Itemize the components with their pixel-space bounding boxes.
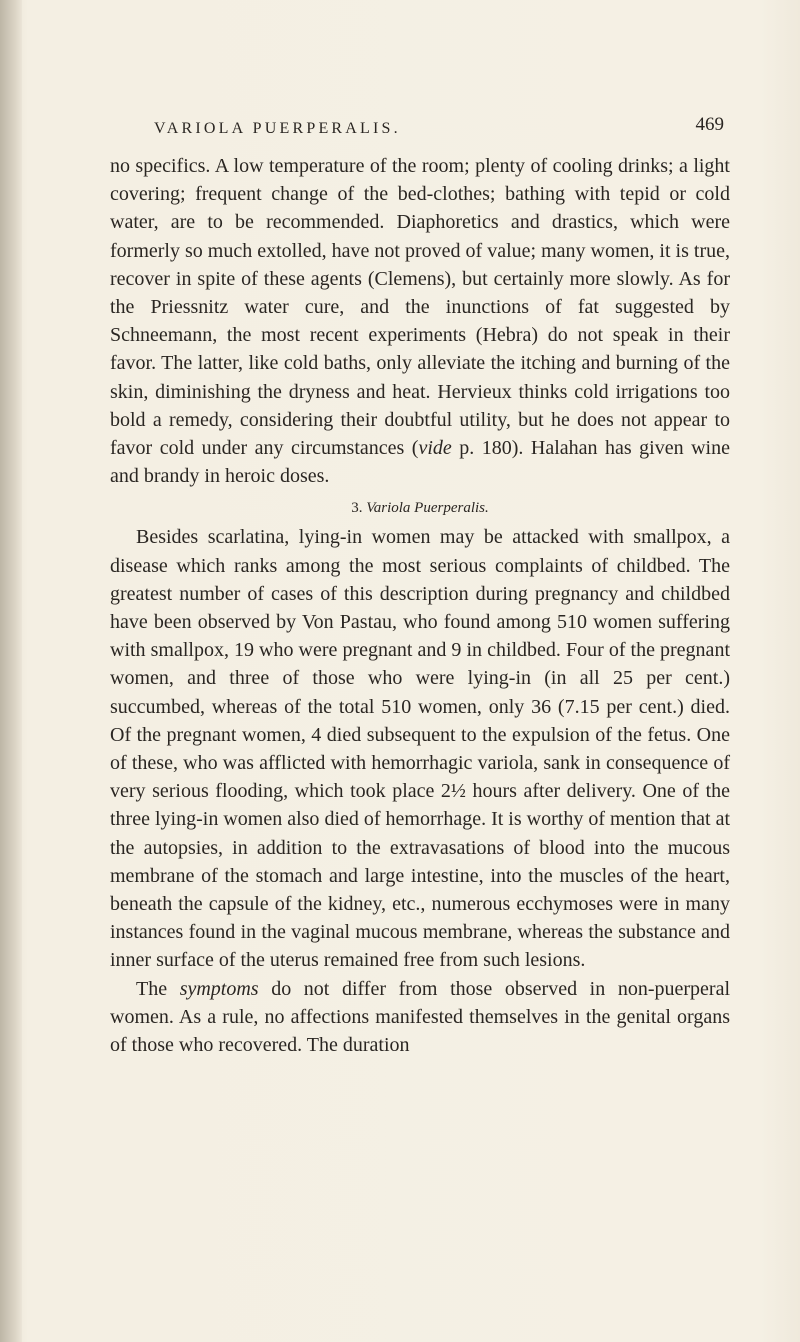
paragraph-smallpox: Besides scarlatina, lying-in women may be attacked with smallpox, a disease which ranks among the most serious complaints of childbed. The greatest number of cases of this description during pregnancy and childbed have been observed by Von Pastau, who found among 510 women suffering with smallpox, 19 who were pregnant and 9 in childbed. Four of the pregnant women, and three of those who were lying-in (in all 25 per cent.) succumbed, whereas of the total 510 women, only 36 (7.15 per cent.) died. Of the pregnant women, 4 died subsequent to the expulsion of the fetus. One of these, who was afflicted with hemorrhagic variola, sank in consequence of very serious flooding, which took place 2½ hours after delivery. One of the three lying-in women also died of hemorrhage. It is worthy of mention that at the autopsies, in addition to the extravasations of blood into the mucous membrane of the stomach and large intestine, into the muscles of the heart, beneath the capsule of the kidney, etc., numerous ecchymoses were in many instances found in the vaginal mucous membrane, whereas the substance and inner surface of the uterus remained free from such lesions. — [110, 526, 730, 972]
paragraph-treatment-end: p. 180). Halahan has given wine and brandy in heroic doses. — [110, 437, 730, 488]
page-number: 469 — [695, 114, 724, 135]
body-text — [110, 152, 730, 1059]
running-head: VARIOLA PUERPERALIS. — [154, 120, 401, 137]
symptoms-italic: symptoms — [179, 977, 259, 1000]
section-title: Variola Puerperalis. — [366, 500, 489, 517]
binding-gutter — [0, 0, 22, 1342]
paragraph-symptoms-start: The — [136, 977, 180, 1000]
paragraph-symptoms-end: do not differ from those observed in non-puerperal women. As a rule, no affections manifested themselves in the genital organs of those who recovered. The duration — [110, 977, 731, 1057]
section-number: 3. — [351, 500, 363, 517]
paragraph-symptoms — [110, 975, 730, 1060]
paragraph-treatment — [110, 152, 730, 490]
paragraph-treatment-text: no specifics. A low temperature of the room; plenty of cooling drinks; a light covering; frequent change of the bed-clothes; bathing with tepid or cold water, are to be recommended. Diaphoretics and drastics, which were formerly so much extolled, have not proved of value; many women, it is true, recover in spite of these agents (Clemens), but certainly more slowly. As for the Priessnitz water cure, and the inunctions of fat suggested by Schneemann, the most recent experiments (Hebra) do not speak in their favor. The latter, like cold baths, only alleviate the itching and burning of the skin, diminishing the dryness and heat. Hervieux thinks cold irrigations too bold a remedy, considering their doubtful utility, but he does not appear to favor cold under any circumstances ( — [110, 155, 730, 460]
section-heading — [110, 496, 730, 520]
page-header — [150, 114, 730, 144]
vide-italic: vide — [418, 437, 452, 460]
